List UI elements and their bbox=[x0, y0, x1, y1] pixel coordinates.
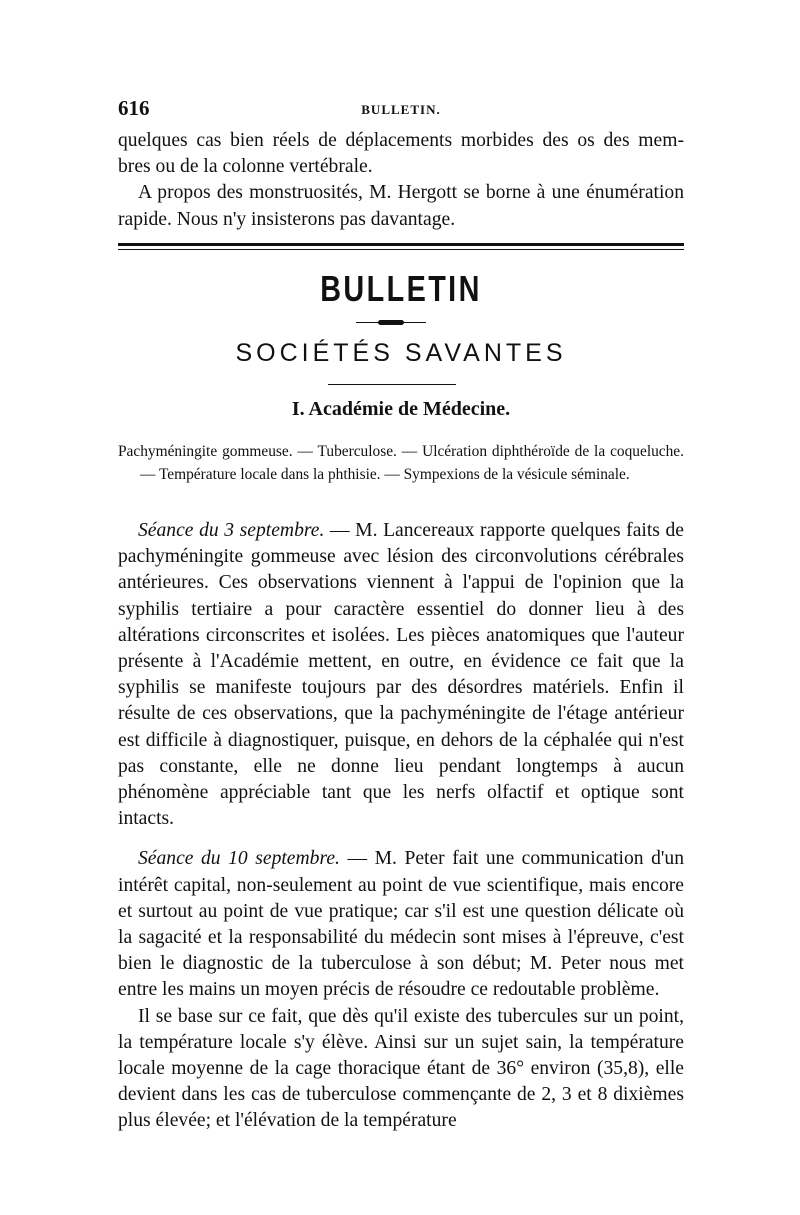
session-1-label: Séance du 3 septembre. bbox=[138, 520, 325, 541]
session-2-paragraph bbox=[118, 846, 684, 1003]
ornament-divider bbox=[356, 321, 426, 324]
section-title: BULLETIN bbox=[320, 268, 482, 309]
body-text bbox=[118, 518, 684, 1135]
last-paragraph: Il se base sur ce fait, que dès qu'il existe des tubercules sur un point, la température locale s'y élève. Ainsi sur un sujet sain, la température locale moyenne de la cage thoracique étant de 36° environ (35,8), elle devient dans les cas de tuberculose commençante de 2, 3 et 8 dixièmes plus élevée; et l'élévation de la température bbox=[118, 1005, 684, 1132]
intro-line-1: quelques cas bien réels de déplacements morbides des os des mem- bbox=[118, 130, 684, 151]
double-rule-thick bbox=[118, 243, 684, 246]
session-2-label: Séance du 10 septembre. bbox=[138, 848, 340, 870]
intro-paragraph-2: A propos des monstruosités, M. Hergott se borne à une énumération rapide. Nous n'y insisterons pas davantage. bbox=[118, 182, 684, 230]
running-head bbox=[118, 96, 684, 124]
intro-block bbox=[118, 128, 684, 233]
summary-text: Pachyméningite gommeuse. — Tuberculose. — Ulcération diphthéroïde de la coqueluche. — Température locale dans la phthisie. — Sympexions de la vésicule séminale. bbox=[118, 443, 684, 483]
page-number: 616 bbox=[118, 96, 150, 120]
intro-line-2: bres ou de la colonne vertébrale. bbox=[118, 156, 373, 178]
session-1-paragraph bbox=[118, 518, 684, 832]
running-title: BULLETIN. bbox=[361, 102, 441, 117]
summary-block bbox=[118, 440, 684, 486]
double-rule-thin bbox=[118, 249, 684, 250]
short-divider bbox=[328, 384, 456, 385]
academy-heading: I. Académie de Médecine. bbox=[291, 398, 511, 420]
section-subtitle: SOCIÉTÉS SAVANTES bbox=[235, 339, 567, 367]
session-2-text: — M. Peter fait une communication d'un intérêt capital, non-seulement au point de vue scientifique, mais encore et surtout au point de vue pratique; car s'il est une question délicate où la sagacité et la responsabilité du médecin sont mises à l'épreuve, c'est bien le diagnostic de la tuberculose à son début; M. Peter nous met entre les mains un moyen précis de résoudre ce redoutable problème. bbox=[118, 848, 685, 1001]
session-1-text: — M. Lancereaux rapporte quelques faits de pachyméningite gommeuse avec lésion des circonvolutions cérébrales antérieures. Ces observations viennent à l'appui de l'opinion que la syphilis tertiaire a pour caractère essentiel do donner lieu à des altérations circonscrites et isolées. Les pièces anatomiques que l'auteur présente à l'Académie mettent, en outre, en évidence ce fait que la syphilis se manifeste toujours par des désordres matériels. Enfin il résulte de ces observations, que la pachyméningite de l'étage antérieur est difficile à diagnostiquer, puisque, en dehors de la céphalée qui n'est pas constante, elle ne donne lieu pendant longtemps à aucun phénomène appréciable tant que les nerfs olfactif et optique sont intacts. bbox=[118, 520, 685, 830]
